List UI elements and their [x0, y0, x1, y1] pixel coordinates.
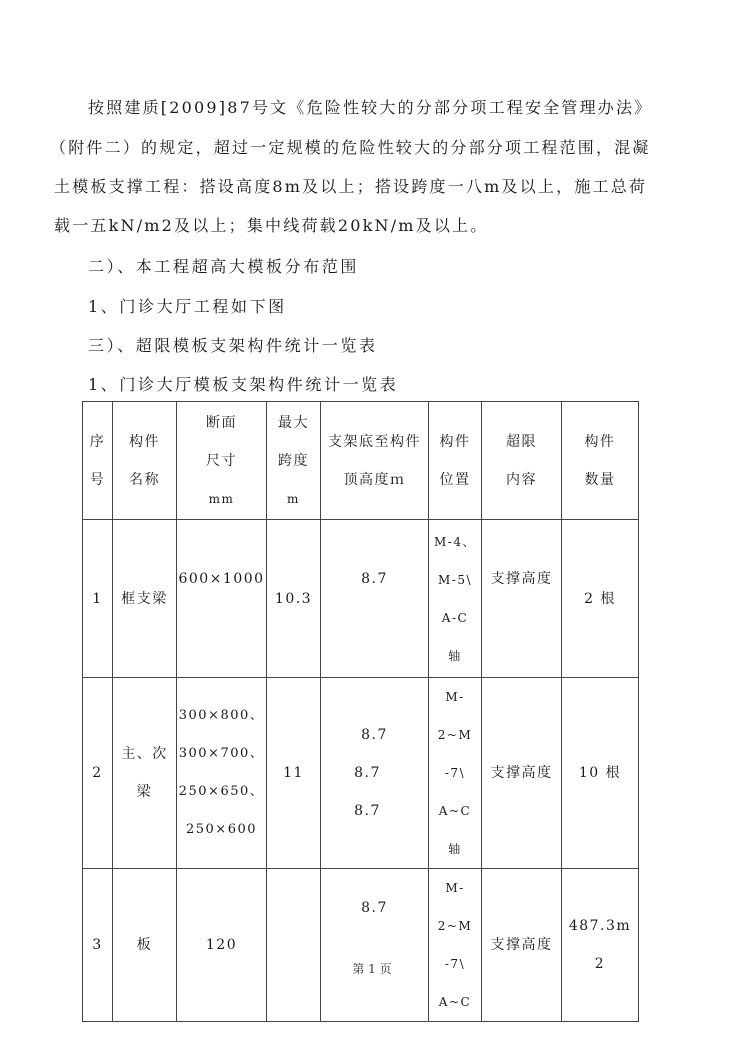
header-text: 数量	[584, 471, 616, 488]
cell-text: -7\	[444, 766, 466, 780]
cell-section	[177, 520, 267, 678]
header-text: 超限	[506, 433, 537, 450]
cell-content: 支撑高度	[482, 869, 562, 1022]
intro-line-4: 载一五kN/m2及以上；集中线荷载20kN/m及以上。	[54, 216, 489, 235]
cell-span: 11	[267, 678, 321, 869]
cell-content: 支撑高度	[482, 520, 562, 678]
header-text: mm	[208, 491, 235, 506]
header-cell-no	[83, 402, 113, 520]
header-text: 构件	[584, 433, 616, 450]
cell-quantity	[562, 520, 639, 678]
cell-text: 8.7	[354, 765, 381, 781]
header-text: 断面	[206, 414, 237, 431]
cell-text: 8.7	[361, 900, 388, 916]
intro-line-3: 土模板支撑工程：搭设高度8m及以上；搭设跨度一八m及以上，施工总荷	[54, 177, 648, 196]
cell-position	[429, 678, 482, 869]
cell-text: 120	[205, 937, 238, 953]
intro-line-1: 按照建质[2009]87号文《危险性较大的分部分项工程安全管理办法》	[88, 98, 653, 117]
header-text: 构件	[129, 433, 160, 450]
cell-height	[321, 678, 429, 869]
header-cell-name	[113, 402, 177, 520]
section-2-heading: 二）、本工程超高大模板分布范围	[88, 257, 360, 276]
cell-text: 10 根	[578, 765, 622, 781]
header-text: 构件	[439, 433, 471, 450]
header-text: 序	[89, 433, 106, 450]
cell-height	[321, 520, 429, 678]
cell-no: 3	[83, 869, 113, 1022]
cell-text: 600×1000	[178, 571, 265, 587]
header-text: 尺寸	[206, 452, 237, 469]
header-cell-height	[321, 402, 429, 520]
header-text: 内容	[506, 471, 537, 488]
section-3-heading: 三）、超限模板支架构件统计一览表	[88, 336, 378, 355]
cell-name	[113, 520, 177, 678]
cell-text: M-5\	[437, 572, 473, 587]
header-text: m	[287, 491, 300, 506]
section-2-item-1: 1、门诊大厅工程如下图	[88, 297, 287, 316]
cell-text: M-4、	[434, 534, 476, 549]
table-row	[83, 869, 639, 1022]
header-text: 号	[89, 471, 106, 488]
cell-text: 2 根	[584, 590, 616, 607]
cell-section	[177, 869, 267, 1022]
cell-text: 8.7	[361, 727, 388, 743]
cell-height	[321, 869, 429, 1022]
cell-text: 300×800、	[178, 708, 265, 723]
cell-text: 主、次	[121, 746, 168, 762]
cell-text: 板	[136, 937, 153, 953]
cell-position	[429, 520, 482, 678]
header-cell-span	[267, 402, 321, 520]
cell-text: 框支梁	[121, 590, 168, 607]
header-cell-content	[482, 402, 562, 520]
header-text: 支架底至构件	[328, 433, 421, 450]
cell-text: 轴	[448, 842, 462, 856]
cell-text: 8.7	[354, 803, 381, 819]
header-cell-position	[429, 402, 482, 520]
cell-span	[267, 869, 321, 1022]
cell-no: 1	[83, 520, 113, 678]
intro-line-2: （附件二）的规定，超过一定规模的危险性较大的分部分项工程范围，混凝	[50, 138, 651, 157]
cell-text: -7\	[444, 957, 466, 971]
cell-section	[177, 678, 267, 869]
section-3-item-1: 1、门诊大厅模板支架构件统计一览表	[88, 375, 399, 394]
header-cell-section	[177, 402, 267, 520]
cell-text: M-2~M	[437, 690, 473, 742]
page-number: 第 1 页	[352, 962, 392, 976]
cell-text: 梁	[136, 784, 153, 800]
cell-text: A~C	[438, 995, 472, 1009]
cell-name	[113, 678, 177, 869]
cell-text: 2	[594, 956, 606, 972]
cell-text: A-C	[441, 610, 469, 625]
formwork-statistics-table	[82, 401, 639, 1022]
cell-span: 10.3	[267, 520, 321, 678]
cell-content: 支撑高度	[482, 678, 562, 869]
cell-text: 8.7	[361, 571, 388, 587]
header-text: 顶高度ｍ	[343, 471, 406, 488]
table-row	[83, 520, 639, 678]
table-row	[83, 678, 639, 869]
table-header-row	[83, 402, 639, 520]
header-cell-quantity	[562, 402, 639, 520]
cell-text: A~C	[438, 804, 472, 818]
header-text: 最大	[278, 414, 309, 431]
cell-quantity	[562, 869, 639, 1022]
header-text: 名称	[129, 471, 160, 488]
cell-text: M-2~M	[437, 881, 473, 933]
cell-text: 300×700、	[178, 746, 265, 761]
cell-position	[429, 869, 482, 1022]
header-text: 跨度	[278, 452, 309, 469]
cell-text: 轴	[448, 648, 462, 663]
cell-text: 250×600	[185, 822, 258, 837]
cell-no: 2	[83, 678, 113, 869]
cell-text: 487.3m	[568, 918, 632, 934]
cell-name	[113, 869, 177, 1022]
cell-quantity	[562, 678, 639, 869]
cell-text: 250×650、	[178, 784, 265, 799]
header-text: 位置	[439, 471, 471, 488]
